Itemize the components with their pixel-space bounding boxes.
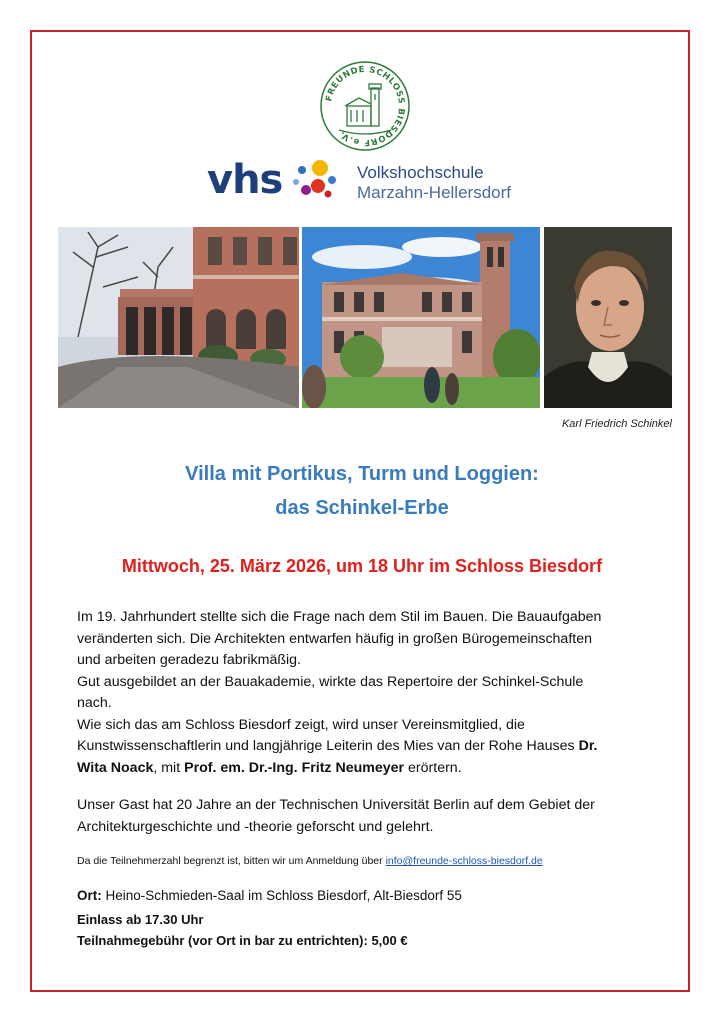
schinkel-portrait xyxy=(544,227,672,408)
guest-paragraph: Unser Gast hat 20 Jahre an der Technischen Universität Berlin auf dem Gebiet der Architekturgeschichte und -theorie geforscht und gelehrt. xyxy=(77,797,595,835)
admission-time: Einlass ab 17.30 Uhr xyxy=(77,912,204,927)
registration-email-link[interactable]: info@freunde-schloss-biesdorf.de xyxy=(385,855,543,867)
description-paragraph: Im 19. Jahrhundert stellte sich die Frage nach dem Stil im Bauen. Die Bauaufgaben veränderten sich. Die Architekten entwarfen häufig in großen Bürogemeinschaften und arbeiten geradezu fabrikmäßig. Gut ausgebildet an der Bauakademie, wirkte das Repertoire der Schinkel-Schule nach. Wie sich das am Schloss Biesdorf zeigt, wird unser Vereinsmitglied, die Kunstwissenschaftlerin und langjährige Leiterin des Mies van der Rohe Hauses Dr. Wita Noack, mit Prof. em. Dr.-Ing. Fritz Neumeyer erörtern. xyxy=(77,609,602,776)
event-date: Mittwoch, 25. März 2026, um 18 Uhr im Schloss Biesdorf xyxy=(121,556,603,576)
portrait-caption: Karl Friedrich Schinkel xyxy=(561,418,672,430)
registration-note: Da die Teilnehmerzahl begrenzt ist, bitten wir um Anmeldung über info@freunde-schloss-biesdorf.de xyxy=(77,855,543,867)
vhs-logo-dots xyxy=(288,156,338,204)
svg-text:FREUNDE SCHLOSS BIESDORF e.V.: FREUNDE SCHLOSS BIESDORF e.V. xyxy=(324,64,407,148)
location-line: Ort: Heino-Schmieden-Saal im Schloss Biesdorf, Alt-Biesdorf 55 xyxy=(77,888,462,903)
participation-fee: Teilnahmegebühr (vor Ort in bar zu entrichten): 5,00 € xyxy=(77,933,408,948)
villa-portico-photo xyxy=(58,227,299,408)
event-title-line1: Villa mit Portikus, Turm und Loggien: xyxy=(185,463,539,485)
schloss-biesdorf-photo xyxy=(302,227,540,408)
freunde-schloss-biesdorf-seal xyxy=(317,58,413,154)
vhs-logo-name: Volkshochschule xyxy=(357,163,484,182)
event-title-line2: das Schinkel-Erbe xyxy=(275,497,449,519)
vhs-logo-word: vhs xyxy=(207,157,283,203)
vhs-logo-subtitle: Marzahn-Hellersdorf xyxy=(357,183,511,202)
